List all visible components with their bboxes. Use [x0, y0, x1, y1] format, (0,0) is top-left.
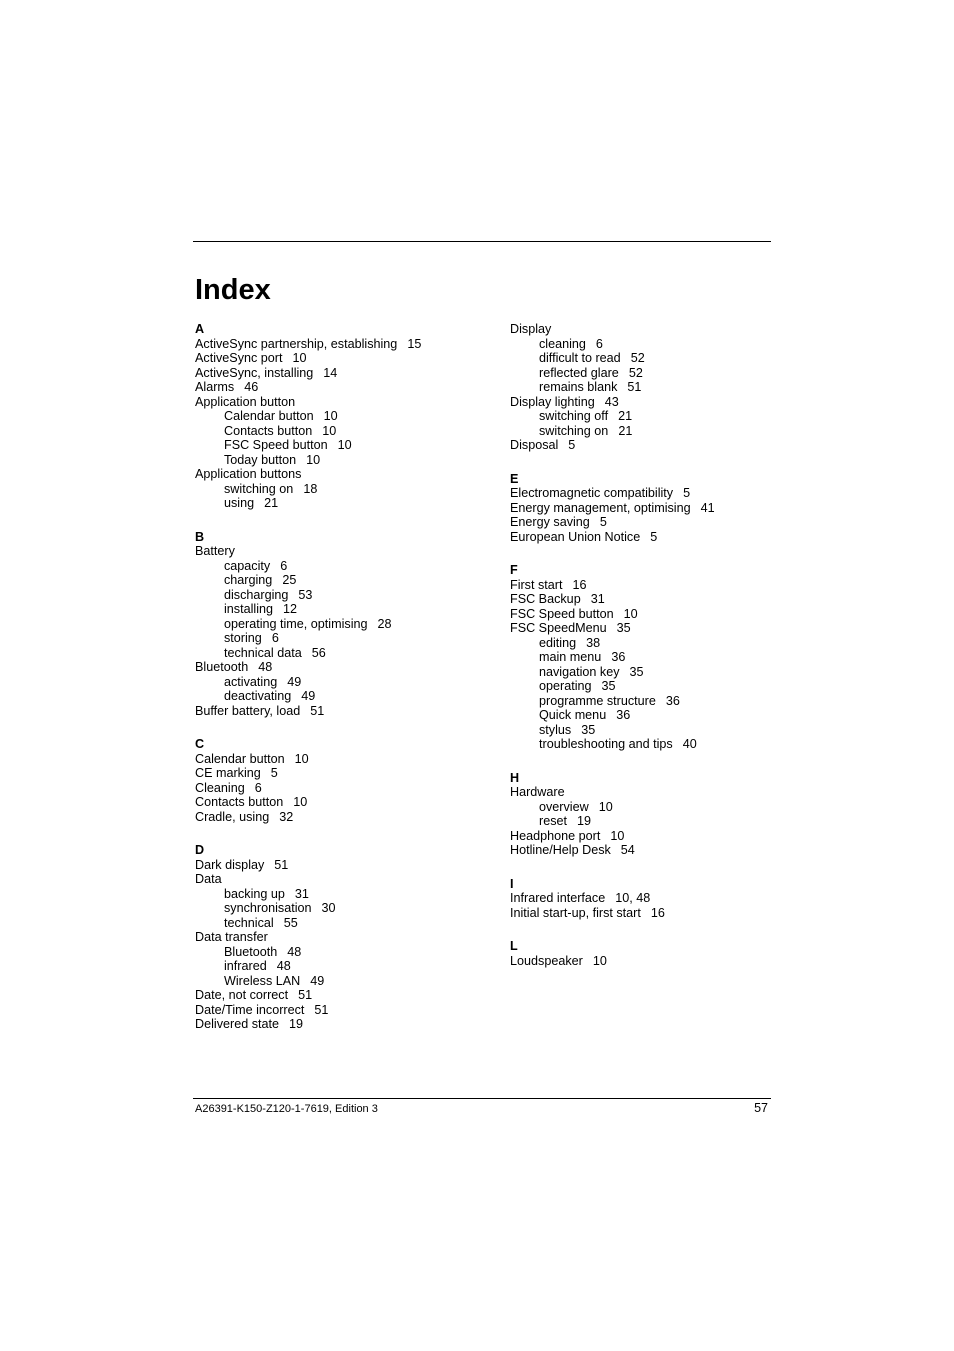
index-subentry: [510, 366, 810, 381]
index-entry: [195, 351, 495, 366]
index-term: deactivating: [224, 689, 292, 703]
index-term: Display lighting: [510, 394, 595, 409]
index-term: overview: [539, 799, 589, 814]
index-subentry: [195, 916, 495, 931]
index-entry: [195, 752, 495, 767]
index-subentry: [195, 409, 495, 424]
index-page-ref: 48: [276, 959, 291, 973]
index-page-ref: 21: [264, 496, 279, 510]
index-term: Electromagnetic compatibility: [510, 486, 674, 500]
index-page-ref: 51: [310, 703, 325, 718]
index-term: Hotline/Help Desk: [510, 843, 611, 857]
index-term: Data transfer: [195, 930, 268, 944]
index-letter-heading: A: [195, 322, 205, 336]
index-group: [195, 530, 495, 719]
index-subentry: [195, 482, 495, 497]
index-term: technical data: [224, 645, 302, 660]
index-page-ref: 53: [298, 587, 313, 602]
index-subentry: [510, 800, 810, 815]
index-entry: [510, 515, 810, 530]
index-term: Energy saving: [510, 515, 590, 529]
index-subentry: [510, 737, 810, 752]
index-entry: [510, 954, 810, 969]
index-entry: [195, 872, 495, 887]
index-entry: [510, 621, 810, 636]
index-group: [510, 939, 810, 968]
index-column-left: [195, 322, 495, 1051]
index-page-ref: 6: [280, 558, 288, 573]
index-term: switching off: [539, 409, 609, 423]
index-subentry: [195, 945, 495, 960]
index-page-ref: 54: [620, 843, 635, 857]
index-page-ref: 51: [298, 988, 313, 1002]
index-group: [510, 322, 810, 453]
index-entry: [195, 1003, 495, 1018]
index-group: [195, 737, 495, 824]
index-term: ActiveSync, installing: [195, 365, 314, 380]
index-subentry: [195, 588, 495, 603]
index-page-ref: 10: [322, 423, 337, 438]
index-page-ref: 43: [604, 394, 619, 409]
index-term: Cleaning: [195, 780, 245, 795]
index-page-ref: 38: [586, 635, 601, 650]
index-page-ref: 5: [270, 766, 278, 780]
index-page-ref: 16: [572, 577, 587, 592]
index-subentry: [195, 901, 495, 916]
index-term: editing: [539, 635, 577, 650]
index-entry: [195, 930, 495, 945]
index-term: Disposal: [510, 438, 559, 452]
index-subentry: [510, 380, 810, 395]
index-page-ref: 14: [323, 365, 338, 380]
index-letter-heading: B: [195, 529, 205, 544]
index-page-ref: 10: [610, 828, 625, 843]
index-subentry: [510, 708, 810, 723]
index-page-ref: 28: [377, 616, 392, 631]
index-entry: [195, 795, 495, 810]
index-term: Bluetooth: [224, 944, 278, 959]
index-page-ref: 31: [590, 592, 605, 606]
index-term: cleaning: [539, 336, 586, 351]
index-page-ref: 51: [274, 857, 289, 872]
index-page-ref: 31: [294, 886, 309, 901]
index-page-ref: 46: [244, 380, 259, 394]
index-term: Data: [195, 872, 222, 886]
index-subentry: [195, 646, 495, 661]
index-term: FSC Speed button: [224, 438, 328, 452]
index-subentry: [195, 974, 495, 989]
index-term: Infrared interface: [510, 891, 606, 905]
index-term: operating: [539, 679, 592, 693]
index-entry: [510, 322, 810, 337]
index-term: Bluetooth: [195, 660, 249, 674]
index-entry: [510, 607, 810, 622]
index-term: Wireless LAN: [224, 973, 301, 988]
index-subentry: [510, 424, 810, 439]
index-term: FSC SpeedMenu: [510, 621, 607, 635]
index-page-ref: 48: [258, 660, 273, 674]
index-page-ref: 15: [407, 336, 422, 351]
index-group: [195, 322, 495, 511]
index-term: navigation key: [539, 664, 620, 679]
index-subentry: [510, 351, 810, 366]
index-entry: [195, 781, 495, 796]
index-term: synchronisation: [224, 901, 312, 915]
index-entry: [195, 766, 495, 781]
index-page-ref: 36: [616, 708, 631, 722]
index-term: Calendar button: [195, 751, 285, 766]
index-term: operating time, optimising: [224, 616, 368, 631]
index-subentry: [510, 723, 810, 738]
index-column-right: [510, 322, 810, 987]
index-term: FSC Backup: [510, 592, 581, 606]
index-entry: [195, 337, 495, 352]
index-term: European Union Notice: [510, 529, 641, 544]
index-entry: [195, 467, 495, 482]
index-term: Headphone port: [510, 828, 601, 843]
index-term: FSC Speed button: [510, 606, 614, 621]
index-term: Initial start-up, first start: [510, 905, 641, 920]
index-term: ActiveSync partnership, establishing: [195, 336, 398, 351]
index-page-ref: 21: [618, 409, 633, 423]
index-term: Battery: [195, 544, 235, 558]
index-entry: [195, 366, 495, 381]
index-page-ref: 41: [700, 500, 715, 515]
index-page-ref: 56: [311, 645, 326, 660]
index-page-ref: 10: [294, 751, 309, 766]
index-entry: [510, 592, 810, 607]
index-term: programme structure: [539, 693, 656, 708]
index-entry: [195, 544, 495, 559]
index-page-ref: 40: [682, 737, 697, 751]
index-term: Date, not correct: [195, 988, 289, 1002]
index-page-ref: 49: [301, 689, 316, 703]
index-term: Quick menu: [539, 708, 607, 722]
index-entry: [510, 530, 810, 545]
index-term: Today button: [224, 452, 297, 467]
index-letter-heading: I: [510, 876, 514, 891]
index-letter-heading: L: [510, 939, 518, 953]
index-group: [510, 563, 810, 752]
index-subentry: [510, 665, 810, 680]
index-entry: [510, 486, 810, 501]
index-term: technical: [224, 915, 274, 930]
index-page-ref: 10: [592, 953, 607, 968]
index-term: Delivered state: [195, 1017, 279, 1031]
index-term: Alarms: [195, 380, 235, 394]
index-page-ref: 36: [665, 693, 680, 708]
index-term: switching on: [539, 423, 609, 438]
index-page-ref: 10: [623, 606, 638, 621]
index-term: difficult to read: [539, 351, 621, 365]
index-page-ref: 10: [306, 452, 321, 467]
index-entry: [510, 395, 810, 410]
index-term: storing: [224, 631, 262, 645]
index-page-ref: 10: [337, 438, 352, 452]
index-page-ref: 10: [292, 351, 307, 365]
index-subentry: [195, 959, 495, 974]
index-page-ref: 5: [568, 438, 576, 452]
index-term: ActiveSync port: [195, 351, 283, 365]
index-subentry: [510, 409, 810, 424]
index-term: stylus: [539, 722, 572, 737]
index-subentry: [510, 636, 810, 651]
index-subentry: [195, 689, 495, 704]
index-group: [510, 771, 810, 858]
index-term: CE marking: [195, 766, 261, 780]
index-page-ref: 35: [616, 621, 631, 635]
index-page-ref: 35: [629, 664, 644, 679]
index-letter-heading: D: [195, 843, 205, 857]
index-term: backing up: [224, 886, 285, 901]
index-page-ref: 18: [303, 481, 318, 496]
index-entry: [510, 785, 810, 800]
index-page-ref: 10, 48: [615, 891, 651, 905]
bottom-rule: [193, 1098, 771, 1099]
index-entry: [195, 810, 495, 825]
index-page-ref: 35: [581, 722, 596, 737]
index-page-ref: 51: [627, 380, 642, 394]
index-entry: [510, 843, 810, 858]
index-term: reset: [539, 814, 567, 828]
index-page-ref: 19: [289, 1017, 304, 1031]
index-page-ref: 51: [314, 1002, 329, 1017]
page-title: Index: [195, 274, 271, 306]
index-term: Date/Time incorrect: [195, 1002, 305, 1017]
index-term: Application button: [195, 394, 296, 409]
index-entry: [195, 704, 495, 719]
index-page-ref: 5: [599, 515, 607, 529]
index-entry: [195, 988, 495, 1003]
index-subentry: [195, 631, 495, 646]
index-subentry: [195, 675, 495, 690]
index-page-ref: 30: [321, 901, 336, 915]
index-entry: [510, 438, 810, 453]
index-term: charging: [224, 573, 273, 587]
index-page-ref: 52: [628, 365, 643, 380]
index-page-ref: 6: [254, 780, 262, 795]
index-page-ref: 5: [650, 529, 658, 544]
index-group: [510, 472, 810, 545]
index-term: infrared: [224, 959, 267, 973]
index-entry: [510, 501, 810, 516]
index-page-ref: 21: [618, 423, 633, 438]
index-term: Cradle, using: [195, 809, 270, 824]
index-subentry: [510, 650, 810, 665]
index-term: Contacts button: [195, 795, 284, 809]
index-term: troubleshooting and tips: [539, 737, 673, 751]
index-subentry: [195, 496, 495, 511]
index-term: Energy management, optimising: [510, 500, 691, 515]
index-term: capacity: [224, 558, 271, 573]
index-page-ref: 35: [601, 679, 616, 693]
index-page-ref: 19: [577, 814, 592, 828]
index-term: Contacts button: [224, 423, 313, 438]
index-page-ref: 49: [310, 973, 325, 988]
index-page-ref: 52: [630, 351, 645, 365]
index-entry: [510, 906, 810, 921]
index-page-ref: 48: [287, 944, 302, 959]
index-letter-heading: F: [510, 563, 518, 577]
index-page-ref: 49: [287, 674, 302, 689]
index-entry: [195, 380, 495, 395]
index-entry: [195, 858, 495, 873]
index-page-ref: 5: [683, 486, 691, 500]
index-page-ref: 36: [611, 650, 626, 664]
index-subentry: [195, 573, 495, 588]
index-term: Calendar button: [224, 409, 314, 423]
index-term: First start: [510, 577, 563, 592]
index-subentry: [195, 438, 495, 453]
index-page-ref: 12: [283, 602, 298, 616]
index-subentry: [195, 453, 495, 468]
index-subentry: [195, 887, 495, 902]
index-subentry: [510, 694, 810, 709]
index-term: activating: [224, 674, 278, 689]
index-group: [510, 877, 810, 921]
index-page-ref: 10: [598, 799, 613, 814]
index-term: discharging: [224, 587, 289, 602]
index-term: Loudspeaker: [510, 953, 583, 968]
index-subentry: [195, 617, 495, 632]
index-term: remains blank: [539, 380, 618, 394]
index-subentry: [510, 337, 810, 352]
index-term: using: [224, 496, 255, 510]
top-rule: [193, 241, 771, 242]
index-term: main menu: [539, 650, 602, 664]
index-term: Dark display: [195, 857, 265, 872]
index-term: Buffer battery, load: [195, 703, 301, 718]
index-term: reflected glare: [539, 365, 619, 380]
index-term: Application buttons: [195, 467, 302, 481]
index-page-ref: 6: [595, 336, 603, 351]
index-subentry: [510, 814, 810, 829]
index-term: switching on: [224, 481, 294, 496]
index-subentry: [195, 424, 495, 439]
index-page-ref: 16: [650, 905, 665, 920]
index-subentry: [510, 679, 810, 694]
index-entry: [195, 395, 495, 410]
index-entry: [195, 660, 495, 675]
footer-doc-id: A26391-K150-Z120-1-7619, Edition 3: [195, 1103, 378, 1115]
index-subentry: [195, 602, 495, 617]
index-letter-heading: H: [510, 770, 520, 785]
index-page-ref: 10: [293, 795, 308, 809]
index-entry: [510, 891, 810, 906]
index-page-ref: 32: [279, 809, 294, 824]
index-term: installing: [224, 602, 274, 616]
index-entry: [195, 1017, 495, 1032]
index-page-ref: 25: [282, 573, 297, 587]
footer-page-number: 57: [754, 1101, 768, 1115]
index-group: [195, 843, 495, 1032]
index-page-ref: 55: [283, 915, 298, 930]
index-page-ref: 6: [271, 631, 279, 645]
index-entry: [510, 829, 810, 844]
index-page-ref: 10: [323, 409, 338, 423]
index-letter-heading: E: [510, 471, 519, 486]
index-term: Hardware: [510, 785, 565, 799]
index-letter-heading: C: [195, 737, 205, 751]
index-term: Display: [510, 322, 552, 336]
index-entry: [510, 578, 810, 593]
index-subentry: [195, 559, 495, 574]
